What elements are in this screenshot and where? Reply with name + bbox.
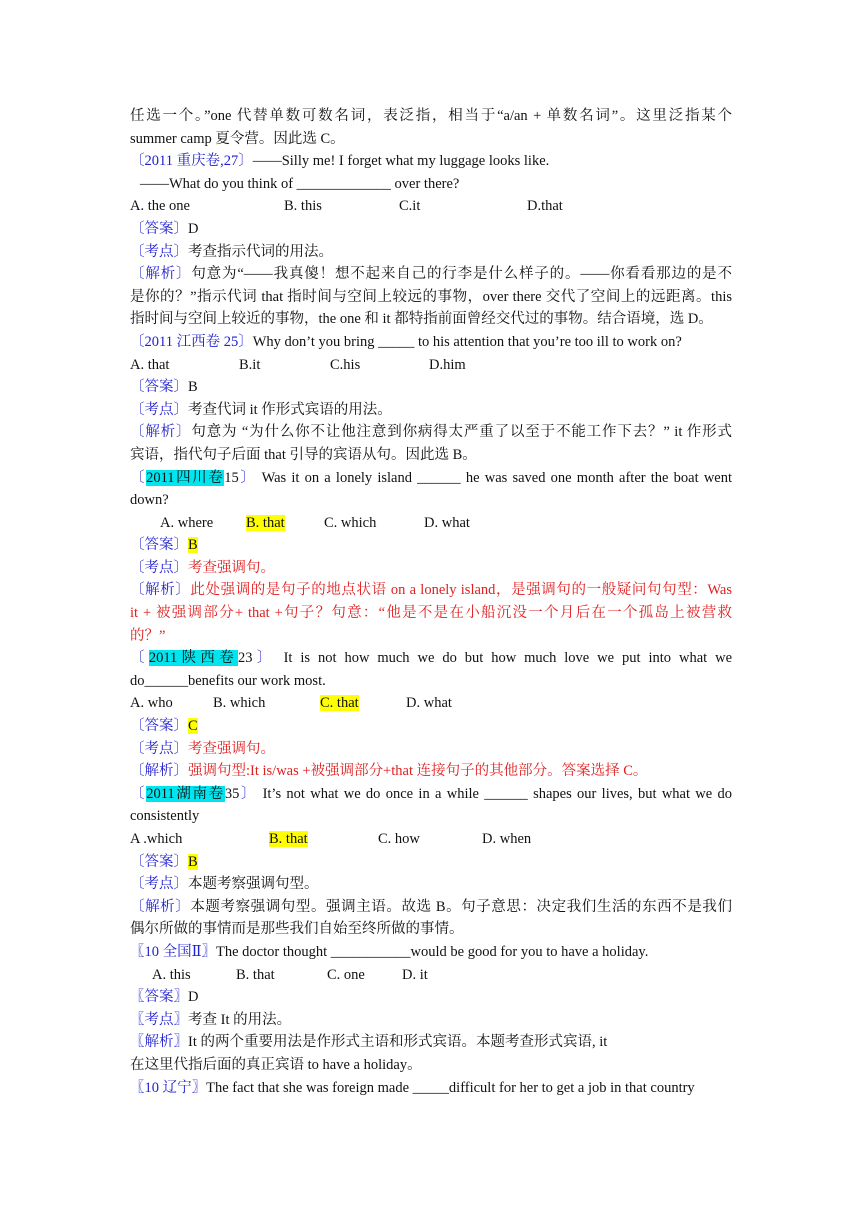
answer-tag: 〔答案〕 [130,537,188,554]
q4-options [130,692,732,715]
q5-options [130,828,732,851]
q5-analysis-1 [130,896,732,919]
analysis-tag: 〔解析〕 [130,898,191,915]
q4-analysis-text-1: 强调句型:It is/was +被强调部分+that 连接句子的其他部分。答案选择 C。 [188,763,648,780]
q3-analysis-1 [130,579,732,602]
q4-analysis-1 [130,760,732,783]
q1-answer-value: D [188,220,199,237]
point-tag: 〔考点〕 [130,876,188,893]
q5-option-a: A .which [130,831,183,847]
q2-options [130,354,732,377]
answer-tag: 〔答案〕 [130,853,188,870]
q1-stem [130,150,732,173]
q4-option-c: C. that [320,695,359,712]
q4-source-label: 2011陕西卷 [148,650,239,667]
q4-stem-2: do______benefits our work most. [130,672,326,689]
q6-option-d: D. it [402,966,428,983]
q7-stem-text: The fact that she was foreign made _____difficult for her to get a job in that country [206,1079,695,1096]
q5-answer [130,851,732,874]
q7-stem [130,1077,732,1100]
answer-tag: 〖答案〗 [130,989,188,1006]
q3-option-d: D. what [424,514,470,531]
q1-option-b: B. this [284,198,322,215]
q4-stem [130,647,732,670]
q4-number: 23 [238,650,253,667]
analysis-tag: 〔解析〕 [130,424,192,441]
q1-stem-2: ——What do you think of _____________ over there? [140,175,460,192]
q3-tag-close: 〕 [238,469,257,486]
q3-source-label: 2011四川卷 [146,469,225,486]
q1-stem-text: ——Silly me! I forget what my luggage looks like. [252,153,550,170]
point-tag: 〔考点〕 [130,243,188,260]
q3-option-b: B. that [246,514,285,531]
q6-analysis-text-1: It 的两个重要用法是作形式主语和形式宾语。本题考查形式宾语, it [188,1034,608,1051]
q2-option-d: D.him [429,356,466,373]
q1-analysis-3: 指时间与空间上较近的事物，the one 和 it 都特指前面曾经交代过的事物。结合语境，选 D。 [130,311,713,328]
q5-stem [130,783,732,806]
analysis-tag: 〔解析〕 [130,582,191,599]
q2-tag: 〔2011 江西卷 25〕 [130,333,253,350]
q6-point [130,1009,732,1032]
q5-option-d: D. when [482,831,532,847]
q3-stem [130,467,732,490]
q3-option-b-wrap [246,512,324,535]
q3-point-text: 考查强调句。 [188,559,275,576]
q2-stem [130,331,732,354]
q2-point [130,399,732,422]
q6-answer-value: D [188,989,199,1006]
answer-tag: 〔答案〕 [130,718,188,735]
q3-option-c: C. which [324,514,377,531]
point-tag: 〔考点〕 [130,740,188,757]
q5-tag-open: 〔 [130,785,147,802]
q4-answer-value: C [188,718,198,735]
q1-option-c: C.it [399,198,421,215]
q3-answer [130,534,732,557]
q2-stem-text: Why don’t you bring _____ to his attention that you’re too ill to work on? [252,333,682,350]
analysis-tag: 〔解析〕 [130,763,188,780]
analysis-tag: 〖解析〗 [130,1034,188,1051]
q1-option-d: D.that [527,198,563,215]
q2-point-text: 考查代词 it 作形式宾语的用法。 [188,401,392,418]
q4-option-d: D. what [406,695,452,712]
q5-option-b: B. that [269,831,308,847]
q1-analysis-1 [130,263,732,286]
q2-answer [130,376,732,399]
analysis-tag: 〔解析〕 [130,266,192,283]
document-page [130,105,732,1099]
q3-options [130,512,732,535]
q5-point-text: 本题考察强调句型。 [188,876,319,893]
q6-analysis-1 [130,1031,732,1054]
q2-option-b: B.it [239,356,261,373]
q5-tag-close: 〕 [239,785,258,802]
q3-option-a: A. where [160,514,214,531]
q6-option-a: A. this [152,966,191,983]
q1-point-text: 考查指示代词的用法。 [188,243,333,260]
q3-analysis-3: 的？” [130,627,166,644]
q2-analysis-text-1: 句意为 “为什么你不让他注意到你病得太严重了以至于不能工作下去？” it 作形式 [191,424,732,441]
q5-option-b-wrap [269,828,378,851]
q2-option-c: C.his [330,356,361,373]
q5-stem-2: consistently [130,808,200,825]
q3-number: 15 [224,469,239,486]
q5-answer-value: B [188,853,198,870]
q3-answer-value: B [188,537,198,554]
q6-stem-text: The doctor thought ___________would be good for you to have a holiday. [215,943,649,960]
point-tag: 〔考点〕 [130,401,188,418]
q5-analysis-text-1: 本题考察强调句型。强调主语。故选 B。句子意思：决定我们生活的东西不是我们 [190,898,733,915]
q4-option-a: A. who [130,695,173,712]
q5-stem-text: It’s not what we do once in a while ______ shapes our lives, but what we do [262,785,733,802]
intro-line-2: summer camp 夏令营。因此选 C。 [130,130,345,147]
q7-tag: 〖10 辽宁〗 [130,1079,207,1096]
q4-point [130,738,732,761]
q2-analysis-2: 宾语，指代句子后面 that 引导的宾语从句。因此选 B。 [130,446,477,463]
q3-stem-text: Was it on a lonely island ______ he was saved one month after the boat went [261,469,733,486]
q1-analysis-2: 是你的？”指示代词 that 指时间与空间上较远的事物，over there 交代了空间上的远距离。this [130,288,732,305]
q1-options [130,195,732,218]
q6-options [130,964,732,987]
q2-answer-value: B [188,379,198,396]
answer-tag: 〔答案〕 [130,220,188,237]
q6-analysis-2: 在这里代指后面的真正宾语 to have a holiday。 [130,1056,422,1073]
q4-stem-text: It is not how much we do but how much love we put into what we [283,650,733,667]
q4-option-b: B. which [213,695,266,712]
q2-option-a: A. that [130,356,170,373]
q5-number: 35 [224,785,240,802]
q1-option-a: A. the one [130,198,190,215]
q5-point [130,873,732,896]
q4-point-text: 考查强调句。 [188,740,275,757]
q1-tag: 〔2011 重庆卷,27〕 [130,153,253,170]
q3-point [130,557,732,580]
q3-analysis-text-1: 此处强调的是句子的地点状语 on a lonely island，是强调句的一般疑问句句型：Was [190,582,733,599]
q6-point-text: 考查 It 的用法。 [188,1011,292,1028]
q4-tag-open: 〔 [130,650,149,667]
answer-tag: 〔答案〕 [130,379,188,396]
point-tag: 〔考点〕 [130,559,188,576]
q4-option-c-wrap [320,692,406,715]
q5-source-label: 2011湖南卷 [146,785,225,802]
q6-answer [130,986,732,1009]
q3-stem-2: down? [130,492,169,509]
q1-answer [130,218,732,241]
q6-option-c: C. one [327,966,365,983]
q3-analysis-2: it + 被强调部分+ that +句子？句意：“他是不是在小船沉没一个月后在一个孤岛上被营救 [130,605,732,622]
q2-analysis-1 [130,421,732,444]
q4-tag-close: 〕 [252,650,276,667]
q1-analysis-text-1: 句意为“——我真傻！想不起来自己的行李是什么样子的。——你看看那边的是不 [191,266,732,283]
q5-analysis-2: 偶尔所做的事情而是那些我们自始至终所做的事情。 [130,921,464,938]
q4-answer [130,715,732,738]
q6-tag: 〖10 全国Ⅱ〗 [130,943,216,960]
q5-option-c: C. how [378,831,420,847]
q6-option-b: B. that [236,966,275,983]
q6-stem [130,941,732,964]
q3-tag-open: 〔 [130,469,147,486]
point-tag: 〖考点〗 [130,1011,188,1028]
intro-line-1: 任选一个。”one 代替单数可数名词，表泛指，相当于“a/an + 单数名词”。这里泛指某个 [130,108,732,124]
q1-point [130,241,732,264]
